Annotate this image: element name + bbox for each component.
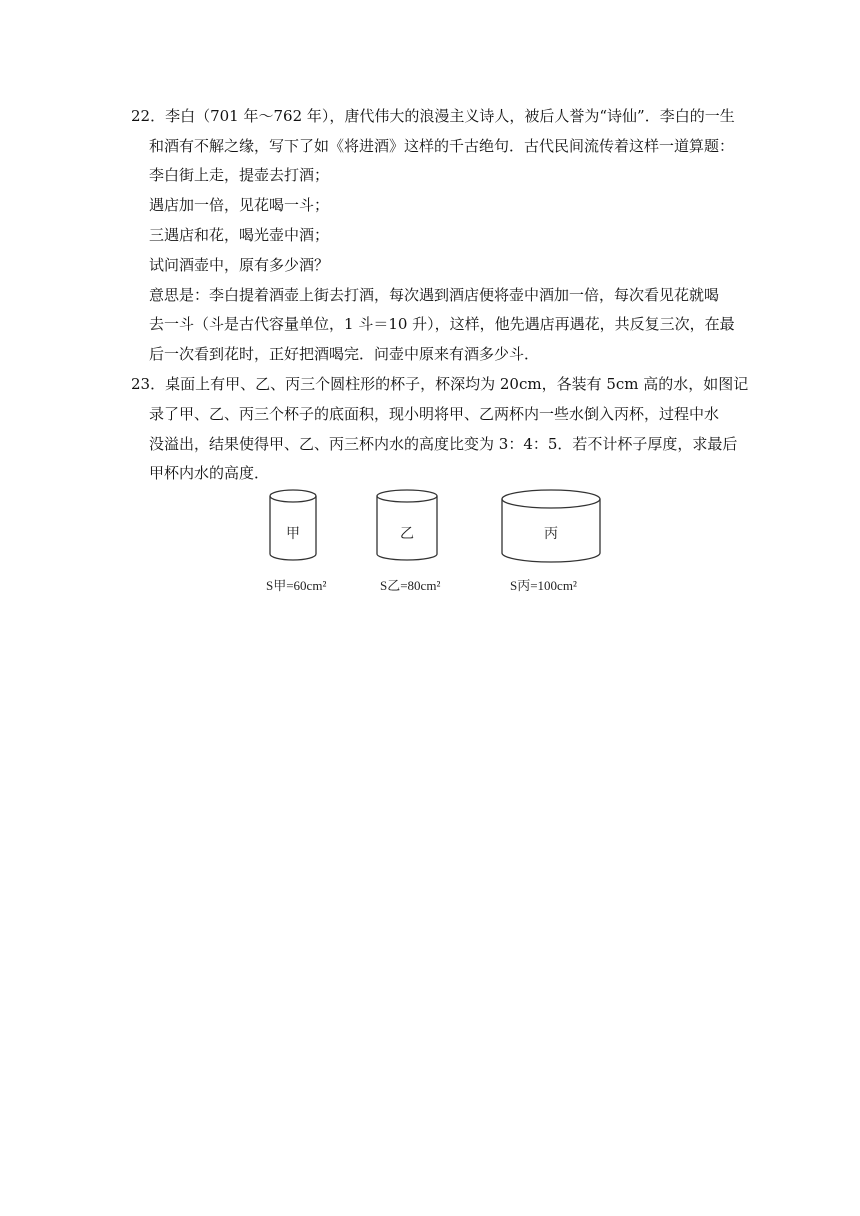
question-23-line-2: 录了甲、乙、丙三个杯子的底面积，现小明将甲、乙两杯内一些水倒入丙杯，过程中水 [149, 405, 720, 423]
cup-yi-label: 乙 [400, 526, 414, 542]
cup-jia-label: 甲 [286, 526, 300, 542]
poem-line-2: 遇店加一倍，见花喝一斗； [149, 196, 330, 214]
meaning-line-1: 意思是：李白提着酒壶上街去打酒，每次遇到酒店便将壶中酒加一倍，每次看见花就喝 [149, 286, 720, 304]
meaning-line-2: 去一斗（斗是古代容量单位，1 斗＝10 升），这样，他先遇店再遇花，共反复三次，在最 [149, 315, 735, 333]
poem-line-1: 李白街上走，提壶去打酒； [149, 166, 330, 184]
question-23-line-1 [131, 374, 748, 394]
cup-yi-caption: S乙=80cm² [380, 578, 441, 593]
cylinders-figure [262, 486, 602, 598]
question-22-line-1 [131, 106, 735, 126]
cup-bing-caption: S丙=100cm² [510, 578, 577, 593]
cup-yi [377, 490, 437, 560]
cup-bing-label: 丙 [544, 526, 558, 542]
cup-jia-caption: S甲=60cm² [266, 578, 327, 593]
question-23-text: 桌面上有甲、乙、丙三个圆柱形的杯子，杯深均为 20cm，各装有 5cm 高的水，如图记 [165, 375, 749, 393]
question-22-text: 李白（701 年～762 年），唐代伟大的浪漫主义诗人，被后人誉为“诗仙”．李白的一生 [165, 107, 735, 125]
question-23-line-3: 没溢出，结果使得甲、乙、丙三杯内水的高度比变为 3：4：5．若不计杯子厚度，求最后 [149, 435, 738, 453]
poem-line-3: 三遇店和花，喝光壶中酒； [149, 226, 330, 244]
poem-line-4: 试问酒壶中，原有多少酒？ [149, 256, 330, 274]
meaning-line-3: 后一次看到花时，正好把酒喝完．问壶中原来有酒多少斗． [149, 345, 540, 363]
question-22-number: 22． [131, 107, 166, 125]
question-23-line-4: 甲杯内水的高度． [149, 464, 270, 482]
question-22-line-2: 和酒有不解之缘，写下了如《将进酒》这样的千古绝句．古代民间流传着这样一道算题： [149, 137, 735, 155]
question-23-number: 23． [131, 375, 166, 393]
cup-jia [270, 490, 316, 560]
